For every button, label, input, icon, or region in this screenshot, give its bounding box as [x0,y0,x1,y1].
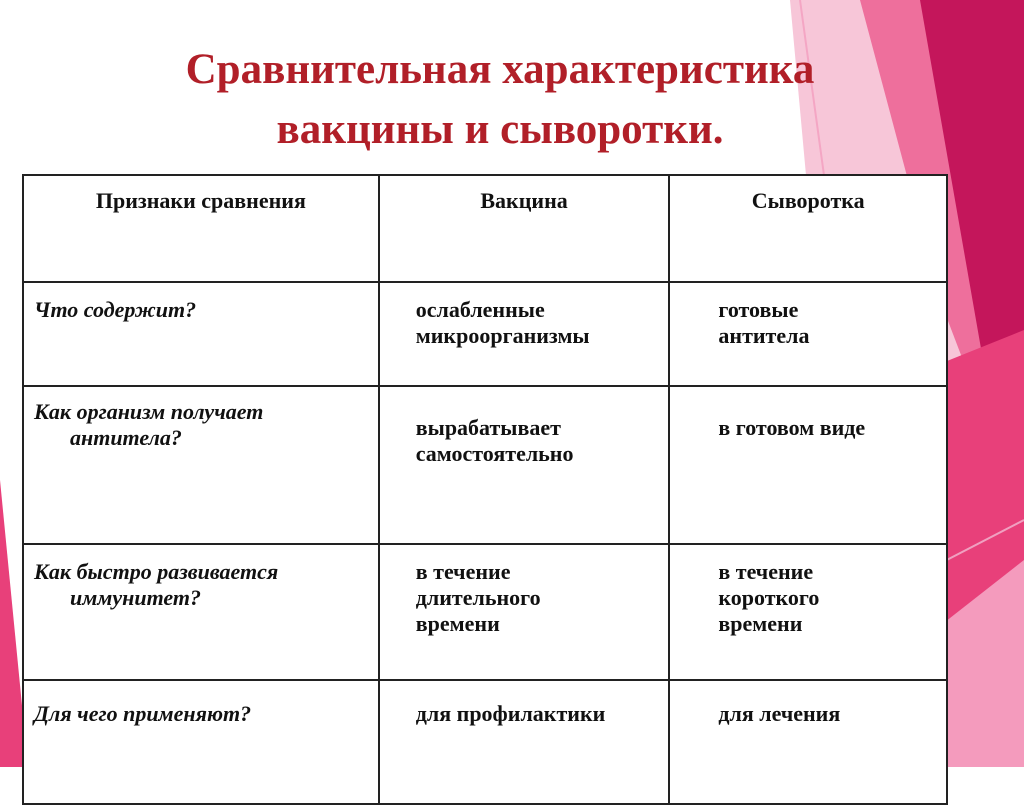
row-question [23,282,379,386]
vaccine-line: микроорганизмы [415,323,590,348]
vaccine-cell [379,282,670,386]
table-header-row [23,175,947,282]
serum-line: времени [718,611,803,636]
table-row [23,282,947,386]
serum-cell [669,544,947,680]
table-row [23,386,947,544]
question-line: Как быстро развивается [34,559,279,584]
question-line: Что содержит? [34,297,197,322]
serum-line: готовые [718,297,799,322]
vaccine-cell [379,680,670,804]
vaccine-cell [379,544,670,680]
row-question [23,544,379,680]
question-line: антитела? [70,425,182,450]
serum-cell [669,680,947,804]
vaccine-line: вырабатывает [415,415,561,440]
serum-line: в готовом виде [718,415,866,440]
serum-line: для лечения [718,701,841,726]
table-row [23,680,947,804]
title-line-2: вакцины и сыворотки. [276,106,724,153]
header-vaccine: Вакцина [379,175,670,282]
slide-title [60,40,940,160]
question-line: Как организм получает [34,399,264,424]
row-question [23,386,379,544]
header-serum: Сыворотка [669,175,947,282]
serum-line: короткого [718,585,820,610]
header-criteria: Признаки сравнения [23,175,379,282]
vaccine-line: времени [415,611,500,636]
serum-line: антитела [718,323,810,348]
serum-cell [669,282,947,386]
vaccine-line: длительного [415,585,541,610]
question-line: Для чего применяют? [34,701,252,726]
table-row [23,544,947,680]
vaccine-line: ослабленные [415,297,545,322]
vaccine-line: для профилактики [415,701,606,726]
vaccine-cell [379,386,670,544]
serum-line: в течение [718,559,814,584]
vaccine-line: самостоятельно [415,441,574,466]
title-line-1: Сравнительная характеристика [185,46,815,93]
vaccine-line: в течение [415,559,511,584]
question-line: иммунитет? [70,585,202,610]
serum-cell [669,386,947,544]
row-question [23,680,379,804]
comparison-table [22,174,948,805]
